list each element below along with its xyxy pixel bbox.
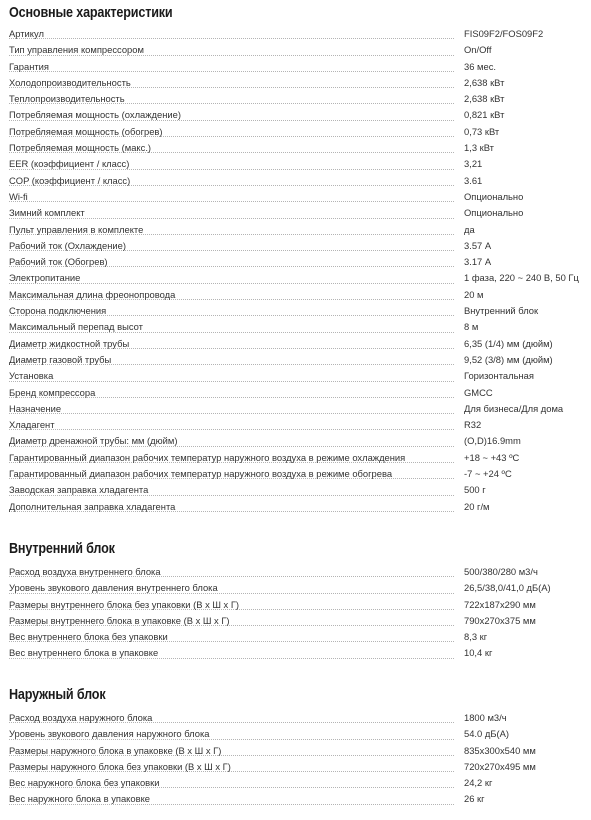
spec-row: [0, 336, 591, 352]
spec-value: 8,3 кг: [464, 631, 488, 643]
spec-row: [0, 564, 591, 580]
spec-row: [0, 59, 591, 75]
dotted-leader: [9, 381, 454, 382]
spec-row: [0, 26, 591, 42]
spec-label: Установка: [9, 370, 54, 382]
spec-label: Потребляемая мощность (макс.): [9, 142, 152, 154]
spec-row: [0, 743, 591, 759]
spec-value: 500 г: [464, 484, 486, 496]
spec-row: [0, 597, 591, 613]
spec-value: Для бизнеса/Для дома: [464, 402, 564, 414]
spec-label: Размеры внутреннего блока без упаковки (В х Ш х Г): [9, 598, 240, 610]
spec-value: 36 мес.: [464, 60, 496, 72]
spec-label: Гарантированный диапазон рабочих температур наружного воздуха в режиме охлаждения: [9, 451, 406, 463]
dotted-leader: [9, 429, 454, 430]
spec-value: 1 фаза, 220 ~ 240 В, 50 Гц: [464, 272, 579, 284]
spec-list: [0, 710, 591, 808]
spec-label: Расход воздуха внутреннего блока: [9, 566, 161, 577]
spec-label: Холодопроизводительность: [9, 76, 131, 88]
spec-label: Вес внутреннего блока без упаковки: [9, 631, 168, 643]
spec-label: Пульт управления в комплекте: [9, 223, 144, 235]
spec-label: Максимальная длина фреонопровода: [9, 288, 176, 300]
spec-label: Вес наружного блока без упаковки: [9, 777, 160, 789]
spec-label: Потребляемая мощность (обогрев): [9, 125, 163, 137]
spec-label: Вес внутреннего блока в упаковке: [9, 647, 159, 659]
spec-row: [0, 254, 591, 270]
spec-value: 3.61: [464, 174, 483, 186]
spec-row: [0, 726, 591, 742]
spec-row: [0, 173, 591, 189]
spec-label: Гарантия: [9, 60, 49, 72]
spec-row: [0, 189, 591, 205]
spec-value: 8 м: [464, 321, 479, 333]
spec-label: Расход воздуха наружного блока: [9, 712, 153, 723]
spec-value: 3,21: [464, 158, 483, 170]
spec-label: Размеры внутреннего блока в упаковке (В х Ш х Г): [9, 614, 230, 626]
spec-label: Потребляемая мощность (охлаждение): [9, 109, 181, 121]
spec-value: 1800 м3/ч: [464, 712, 507, 723]
spec-value: 790x270x375 мм: [464, 614, 536, 626]
dotted-leader: [9, 38, 454, 39]
spec-row: [0, 482, 591, 498]
spec-value: Горизонтальная: [464, 370, 534, 382]
spec-label: Уровень звукового давления наружного блока: [9, 728, 210, 740]
spec-value: GMCC: [464, 386, 493, 398]
spec-row: [0, 775, 591, 791]
spec-label: Уровень звукового давления внутреннего блока: [9, 582, 218, 594]
spec-row: [0, 433, 591, 449]
spec-value: +18 ~ +43 ºC: [464, 451, 520, 463]
spec-value: 835x300x540 мм: [464, 744, 536, 756]
spec-row: [0, 287, 591, 303]
spec-row: [0, 791, 591, 807]
spec-value: 0,73 кВт: [464, 125, 500, 137]
spec-label: Размеры наружного блока без упаковки (В х Ш х Г): [9, 760, 231, 772]
spec-row: [0, 710, 591, 726]
spec-value: 720x270x495 мм: [464, 760, 536, 772]
spec-label: Бренд компрессора: [9, 386, 96, 398]
section-title: Внутренний блок: [9, 540, 115, 557]
spec-value: 26,5/38,0/41,0 дБ(А): [464, 582, 551, 594]
spec-row: [0, 417, 591, 433]
spec-label: Заводская заправка хладагента: [9, 484, 149, 496]
spec-label: Электропитание: [9, 272, 81, 284]
spec-row: [0, 368, 591, 384]
spec-row: [0, 499, 591, 515]
spec-value: -7 ~ +24 ºC: [464, 468, 512, 480]
spec-label: Артикул: [9, 28, 44, 39]
spec-row: [0, 42, 591, 58]
dotted-leader: [9, 413, 454, 414]
spec-row: [0, 580, 591, 596]
spec-value: 2,638 кВт: [464, 76, 505, 88]
spec-row: [0, 238, 591, 254]
spec-label: Зимний комплект: [9, 207, 85, 219]
spec-value: 54.0 дБ(А): [464, 728, 509, 740]
section-title: Основные характеристики: [9, 4, 173, 21]
spec-value: Внутренний блок: [464, 305, 539, 317]
spec-row: [0, 140, 591, 156]
spec-label: Дополнительная заправка хладагента: [9, 500, 176, 512]
spec-value: да: [464, 223, 475, 235]
spec-label: Тип управления компрессором: [9, 44, 144, 56]
spec-label: Вес наружного блока в упаковке: [9, 793, 150, 805]
spec-value: 722x187x290 мм: [464, 598, 536, 610]
spec-row: [0, 450, 591, 466]
spec-list: [0, 26, 591, 515]
spec-value: (O,D)16.9mm: [464, 435, 521, 447]
spec-label: Рабочий ток (Охлаждение): [9, 239, 126, 251]
spec-row: [0, 759, 591, 775]
spec-value: 2,638 кВт: [464, 93, 505, 105]
spec-value: 6,35 (1/4) мм (дюйм): [464, 337, 553, 349]
spec-label: Диаметр дренажной трубы: мм (дюйм): [9, 435, 178, 447]
spec-row: [0, 75, 591, 91]
spec-row: [0, 645, 591, 661]
spec-row: [0, 91, 591, 107]
spec-label: Хладагент: [9, 419, 55, 431]
spec-row: [0, 303, 591, 319]
section-title: Наружный блок: [9, 686, 106, 703]
spec-label: Назначение: [9, 402, 62, 414]
spec-row: [0, 205, 591, 221]
spec-row: [0, 466, 591, 482]
spec-label: Диаметр жидкостной трубы: [9, 337, 130, 349]
spec-row: [0, 156, 591, 172]
spec-row: [0, 385, 591, 401]
spec-value: R32: [464, 419, 482, 431]
spec-value: FIS09F2/FOS09F2: [464, 28, 544, 39]
spec-row: [0, 613, 591, 629]
spec-value: 3.17 А: [464, 256, 492, 268]
spec-value: On/Off: [464, 44, 492, 56]
spec-value: Опционально: [464, 190, 524, 202]
spec-value: 500/380/280 м3/ч: [464, 566, 538, 577]
spec-list: [0, 564, 591, 662]
spec-label: Сторона подключения: [9, 305, 107, 317]
spec-value: 10,4 кг: [464, 647, 493, 659]
spec-value: 20 м: [464, 288, 484, 300]
spec-row: [0, 222, 591, 238]
spec-value: 0,821 кВт: [464, 109, 505, 121]
spec-label: Теплопроизводительность: [9, 93, 125, 105]
spec-value: 24,2 кг: [464, 777, 493, 789]
spec-value: Опционально: [464, 207, 524, 219]
spec-label: Рабочий ток (Обогрев): [9, 256, 108, 268]
spec-value: 20 г/м: [464, 500, 490, 512]
dotted-leader: [9, 201, 454, 202]
spec-row: [0, 352, 591, 368]
spec-label: EER (коэффициент / класс): [9, 158, 130, 170]
spec-row: [0, 319, 591, 335]
spec-value: 1,3 кВт: [464, 142, 494, 154]
spec-value: 9,52 (3/8) мм (дюйм): [464, 353, 553, 365]
spec-label: Wi-fi: [9, 190, 28, 202]
spec-row: [0, 124, 591, 140]
spec-value: 3.57 А: [464, 239, 492, 251]
spec-label: Максимальный перепад высот: [9, 321, 143, 333]
spec-label: Размеры наружного блока в упаковке (В х Ш х Г): [9, 744, 222, 756]
spec-label: Гарантированный диапазон рабочих температур наружного воздуха в режиме обогрева: [9, 468, 393, 480]
spec-row: [0, 401, 591, 417]
spec-row: [0, 629, 591, 645]
spec-value: 26 кг: [464, 793, 485, 805]
dotted-leader: [9, 71, 454, 72]
spec-row: [0, 270, 591, 286]
spec-row: [0, 107, 591, 123]
spec-label: Диаметр газовой трубы: [9, 353, 112, 365]
spec-label: COP (коэффициент / класс): [9, 174, 131, 186]
